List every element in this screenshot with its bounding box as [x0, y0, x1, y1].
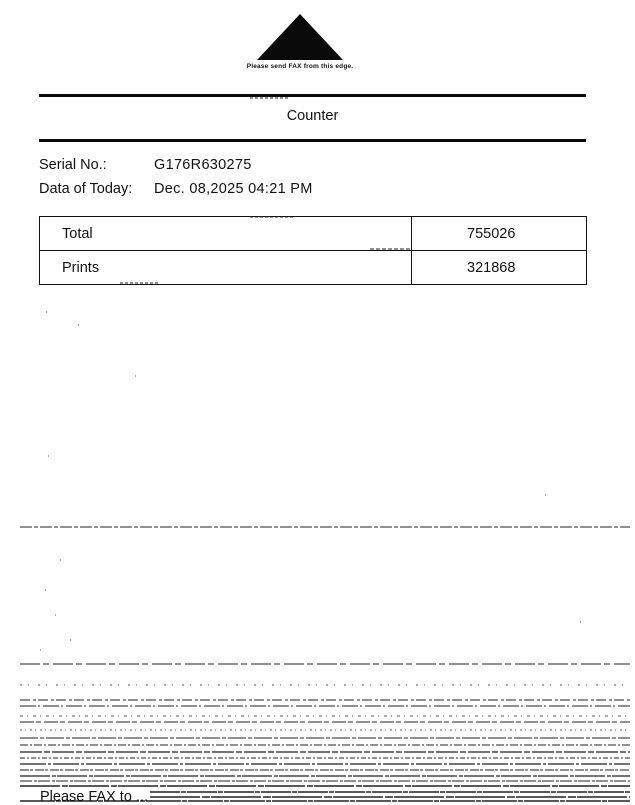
date-value: Dec. 08,2025 04:21 PM [154, 181, 313, 197]
counter-value-prints: 321868 [412, 251, 587, 285]
counter-value-total: 755026 [412, 217, 587, 251]
counter-name-prints: Prints [40, 251, 412, 285]
serial-value: G176R630275 [154, 157, 252, 173]
page-title: Counter [286, 108, 339, 124]
fax-to-footer: Please FAX to ... [40, 789, 148, 805]
serial-label: Serial No.: [39, 157, 107, 173]
date-label: Data of Today: [39, 181, 133, 197]
counter-name-total: Total [40, 217, 412, 251]
fax-edge-note: Please send FAX from this edge. [246, 63, 354, 70]
